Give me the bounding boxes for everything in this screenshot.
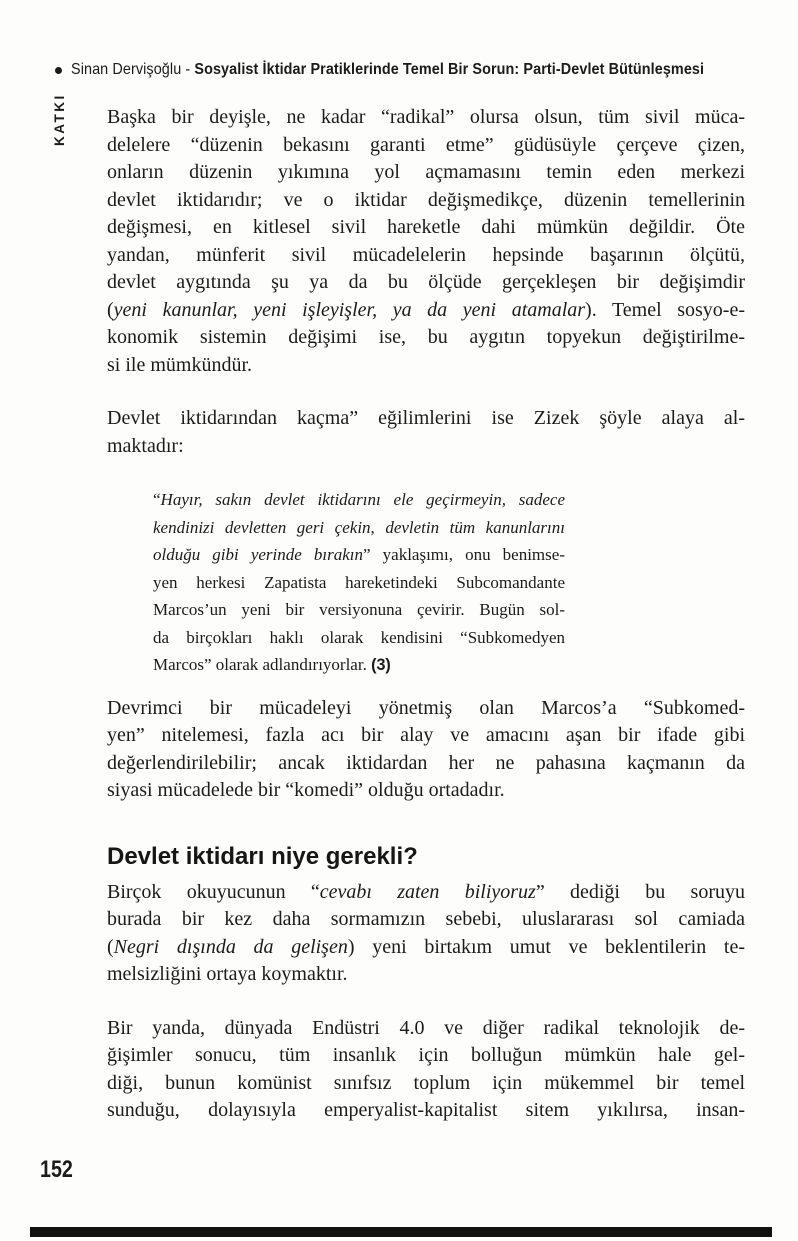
text-line: devlet aygıtında şu ya da bu ölçüde gerçekleşen bir değişimdir: [107, 271, 745, 293]
footer-bar: [30, 1227, 772, 1237]
text-line: onların düzenin yıkımına yol açmamasını temin eden merkezi: [107, 161, 745, 183]
bullet-icon: [55, 67, 62, 74]
section-heading: Devlet iktidarı niye gerekli?: [107, 842, 418, 870]
text-line: delelere “düzenin bekasını garanti etme” güdüsüyle çerçeve çizen,: [107, 133, 745, 156]
paragraph: [107, 879, 745, 989]
text-line: diği, bunun komünist sınıfsız toplum için mükemmel bir temel: [107, 1071, 745, 1094]
body-text: [107, 104, 745, 1151]
text-line: Marcos’un yeni bir versiyonuna çevirir. Bugün sol-: [153, 600, 565, 619]
chapter-title: Sosyalist İktidar Pratiklerinde Temel Bir Sorun: Parti-Devlet Bütünleşmesi: [194, 61, 705, 78]
text-line: maktadır:: [107, 434, 184, 457]
author-name: Sinan Dervişoğlu -: [71, 61, 191, 78]
text-line: ğişimler sonucu, tüm insanlık için bolluğun mümkün hale gel-: [107, 1044, 745, 1066]
text-line: melsizliğini ortaya koymaktır.: [107, 963, 348, 985]
text-line: siyasi mücadelede bir “komedi” olduğu ortadadır.: [107, 779, 505, 801]
text-line: olduğu gibi yerinde bırakın” yaklaşımı, onu benimse-: [153, 545, 565, 564]
text-line: kendinizi devletten geri çekin, devletin tüm kanunlarını: [153, 517, 565, 537]
text-line: (yeni kanunlar, yeni işleyişler, ya da yeni atamalar). Temel sosyo-e-: [107, 298, 746, 321]
text-line: devlet iktidarıdır; ve o iktidar değişmedikçe, düzenin temellerinin: [107, 188, 745, 211]
text-line: konomik sistemin değişimi ise, bu aygıtın topyekun değiştirilme-: [107, 326, 745, 348]
text-line: sunduğu, dolayısıyla emperyalist-kapitalist sitem yıkılırsa, insan-: [107, 1099, 745, 1121]
paragraph: [107, 695, 745, 805]
text-line: değerlendirilebilir; ancak iktidardan her ne pahasına kaçmanın da: [107, 751, 745, 774]
text-line: burada bir kez daha sormamızın sebebi, uluslararası sol camiada: [107, 908, 745, 930]
text-line: “Hayır, sakın devlet iktidarını ele geçirmeyin, sadece: [153, 490, 565, 509]
text-line: Bir yanda, dünyada Endüstri 4.0 ve diğer radikal teknolojik de-: [107, 1016, 745, 1039]
text-line: Birçok okuyucunun “cevabı zaten biliyoruz” dediği bu soruyu: [107, 880, 745, 903]
margin-label: KATKI: [52, 93, 67, 146]
paragraph: [107, 405, 745, 460]
text-line: Devrimci bir mücadeleyi yönetmiş olan Marcos’a “Subkomed-: [107, 696, 745, 719]
text-line: yen herkesi Zapatista hareketindeki Subcomandante: [153, 572, 565, 592]
running-header: [55, 61, 785, 79]
text-line: Başka bir deyişle, ne kadar “radikal” olursa olsun, tüm sivil müca-: [107, 106, 745, 128]
text-line: değişmesi, en kitlesel sivil hareketle dahi mümkün değildir. Öte: [107, 216, 745, 238]
text-line: Devlet iktidarından kaçma” eğilimlerini ise Zizek şöyle alaya al-: [107, 407, 745, 429]
paragraph: [107, 104, 745, 379]
text-line: si ile mümkündür.: [107, 353, 252, 376]
text-line: yen” nitelemesi, fazla acı bir alay ve amacını aşan bir ifade gibi: [107, 724, 745, 746]
paragraph: [107, 1015, 745, 1125]
text-line: da birçokları haklı olarak kendisini “Subkomedyen: [153, 627, 565, 647]
text-line: yandan, münferit sivil mücadelelerin hepsinde başarının ölçütü,: [107, 243, 745, 266]
running-header-text: [71, 61, 704, 79]
block-quote: [107, 486, 745, 680]
page-number: 152: [40, 1156, 73, 1183]
text-line: (Negri dışında da gelişen) yeni birtakım umut ve beklentilerin te-: [107, 935, 745, 958]
text-line: Marcos” olarak adlandırıyorlar. (3): [153, 655, 391, 674]
